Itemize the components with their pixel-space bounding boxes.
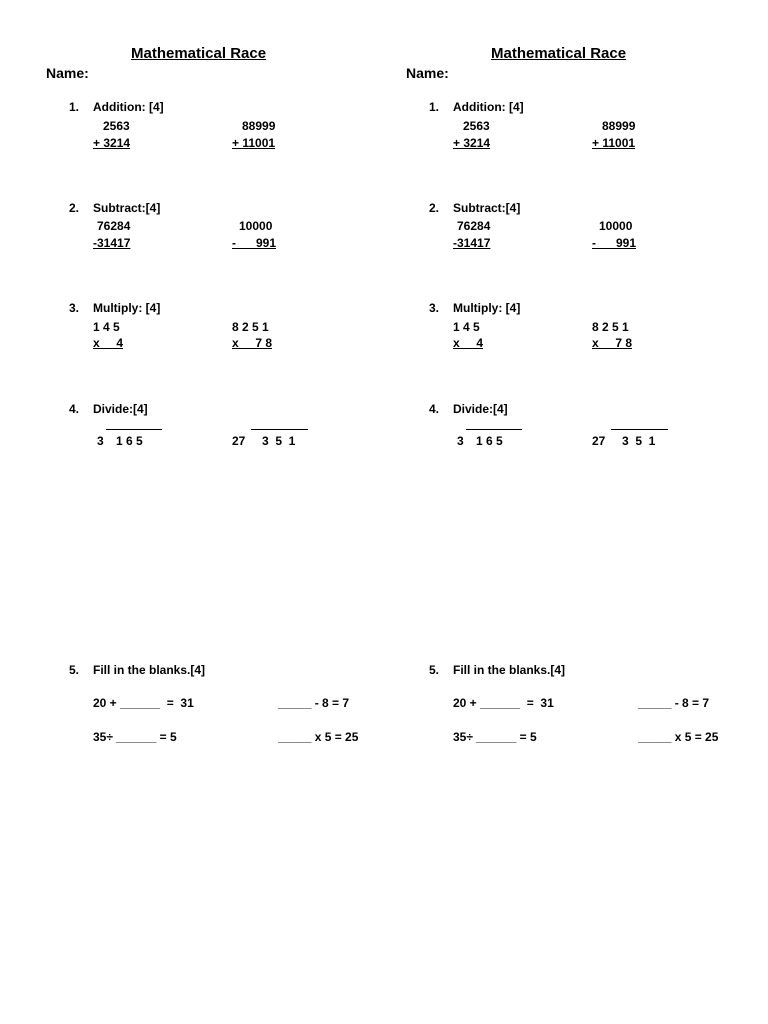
blank-equation: _____ x 5 = 25 xyxy=(638,730,719,744)
name-label: Name: xyxy=(406,65,449,81)
blank-equation: 20 + ______ = 31 xyxy=(453,696,554,710)
blank-equation: 20 + ______ = 31 xyxy=(93,696,194,710)
operand-top: 76284 xyxy=(97,219,131,233)
operand-bottom: x 4 xyxy=(93,336,124,350)
operand-top: 2563 xyxy=(103,119,130,133)
question-label: Fill in the blanks.[4] xyxy=(93,663,206,677)
division-bracket-line xyxy=(466,429,522,430)
division-bracket-line xyxy=(251,429,308,430)
division-bracket-line xyxy=(106,429,162,430)
operand-bottom: x 7 8 xyxy=(232,336,273,350)
operand-top: 8 2 5 1 xyxy=(232,320,269,334)
operand-bottom: + 3214 xyxy=(93,136,131,150)
question-label: Multiply: [4] xyxy=(93,301,161,315)
divisor: 27 xyxy=(592,434,606,448)
worksheet-title: Mathematical Race xyxy=(491,45,627,62)
operand-bottom: -31417 xyxy=(93,236,131,250)
blank-equation: 35÷ ______ = 5 xyxy=(93,730,177,744)
question-label: Subtract:[4] xyxy=(93,201,161,215)
question-label: Multiply: [4] xyxy=(453,301,521,315)
divisor: 3 xyxy=(97,434,104,448)
operand-top: 10000 xyxy=(599,219,633,233)
question-number: 4. xyxy=(429,402,440,416)
question-label: Fill in the blanks.[4] xyxy=(453,663,566,677)
dividend: 3 5 1 xyxy=(622,434,656,448)
name-label: Name: xyxy=(46,65,89,81)
operand-top: 88999 xyxy=(602,119,636,133)
operand-bottom: + 11001 xyxy=(592,136,636,150)
divisor: 3 xyxy=(457,434,464,448)
worksheet-right xyxy=(360,0,744,1024)
question-number: 1. xyxy=(69,100,80,114)
question-number: 2. xyxy=(429,201,440,215)
question-number: 2. xyxy=(69,201,80,215)
question-label: Divide:[4] xyxy=(453,402,508,416)
blank-equation: _____ - 8 = 7 xyxy=(278,696,350,710)
operand-bottom: - 991 xyxy=(592,236,637,250)
question-number: 3. xyxy=(429,301,440,315)
dividend: 1 6 5 xyxy=(116,434,143,448)
dividend: 3 5 1 xyxy=(262,434,296,448)
division-bracket-line xyxy=(611,429,668,430)
operand-top: 8 2 5 1 xyxy=(592,320,629,334)
dividend: 1 6 5 xyxy=(476,434,503,448)
operand-top: 10000 xyxy=(239,219,273,233)
blank-equation: _____ - 8 = 7 xyxy=(638,696,710,710)
question-number: 3. xyxy=(69,301,80,315)
divisor: 27 xyxy=(232,434,246,448)
operand-top: 76284 xyxy=(457,219,491,233)
operand-bottom: + 3214 xyxy=(453,136,491,150)
operand-bottom: x 7 8 xyxy=(592,336,633,350)
operand-bottom: x 4 xyxy=(453,336,484,350)
question-label: Divide:[4] xyxy=(93,402,148,416)
question-number: 4. xyxy=(69,402,80,416)
blank-equation: _____ x 5 = 25 xyxy=(278,730,359,744)
operand-bottom: + 11001 xyxy=(232,136,276,150)
question-number: 1. xyxy=(429,100,440,114)
operand-top: 88999 xyxy=(242,119,276,133)
operand-top: 2563 xyxy=(463,119,490,133)
question-label: Subtract:[4] xyxy=(453,201,521,215)
question-label: Addition: [4] xyxy=(453,100,524,114)
operand-top: 1 4 5 xyxy=(93,320,120,334)
question-number: 5. xyxy=(429,663,440,677)
operand-top: 1 4 5 xyxy=(453,320,480,334)
question-label: Addition: [4] xyxy=(93,100,164,114)
operand-bottom: -31417 xyxy=(453,236,491,250)
operand-bottom: - 991 xyxy=(232,236,277,250)
question-number: 5. xyxy=(69,663,80,677)
worksheet-title: Mathematical Race xyxy=(131,45,267,62)
blank-equation: 35÷ ______ = 5 xyxy=(453,730,537,744)
